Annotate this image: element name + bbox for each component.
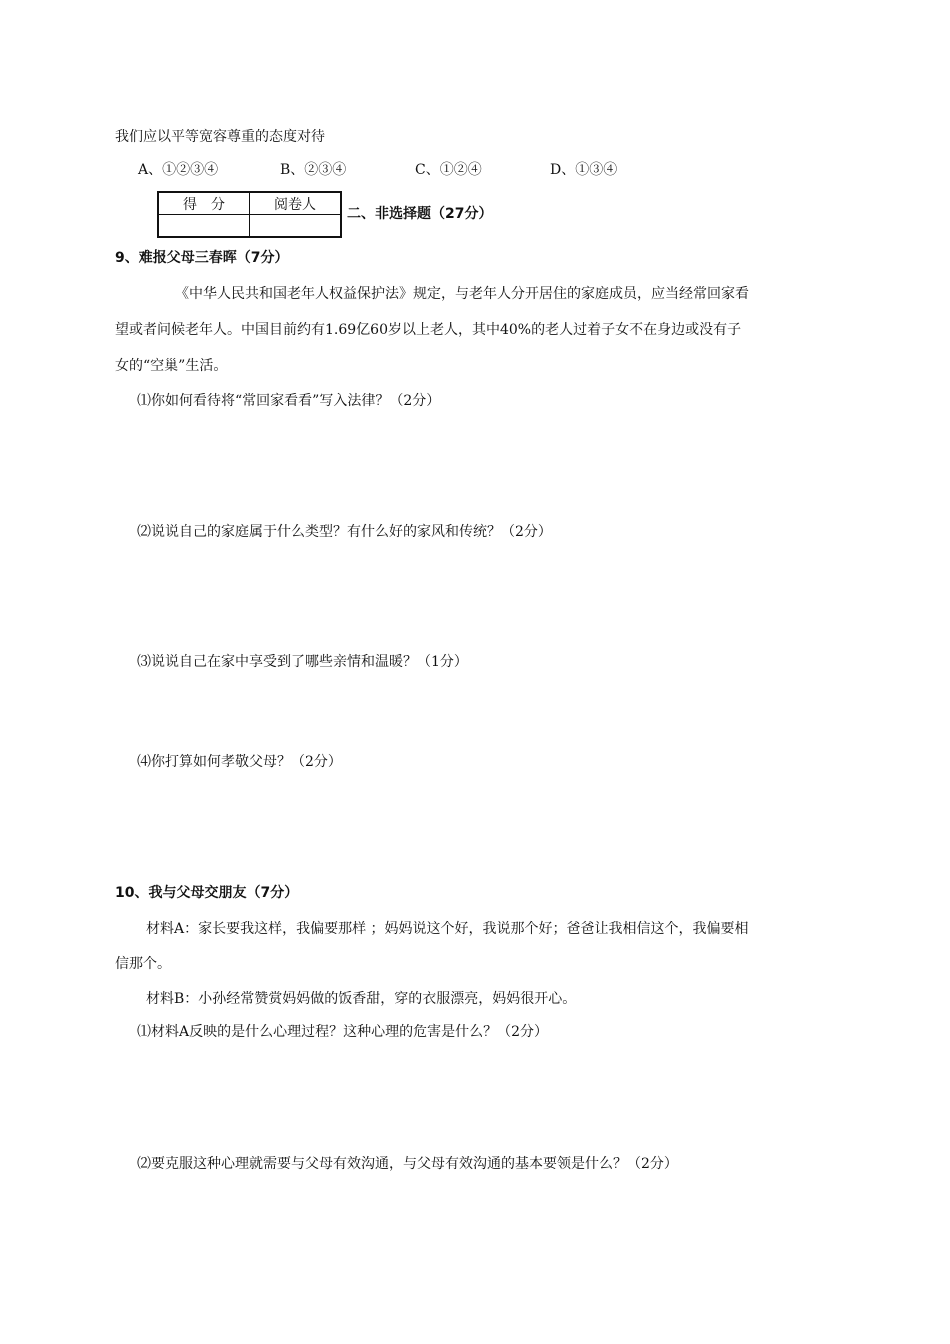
q9-title: 9、难报父母三春晖（7分） [115, 250, 289, 266]
q9-material-line-2: 望或者问候老年人。中国目前约有1.69亿60岁以上老人，其中40%的老人过着子女不在身边或没有子 [115, 322, 742, 338]
section-title: 二、非选择题（27分） [347, 206, 493, 222]
q9-question-4: ⑷你打算如何孝敬父母？（2分） [137, 754, 342, 770]
q10-question-2: ⑵要克服这种心理就需要与父母有效沟通，与父母有效沟通的基本要领是什么？（2分） [137, 1156, 678, 1172]
option-c: C、①②④ [415, 162, 482, 178]
option-d: D、①③④ [550, 162, 618, 178]
q10-material-b: 材料B：小孙经常赞赏妈妈做的饭香甜，穿的衣服漂亮，妈妈很开心。 [146, 991, 577, 1007]
score-header: 得 分 [158, 192, 250, 215]
score-cell[interactable] [158, 215, 250, 238]
q9-question-1: ⑴你如何看待将“常回家看看”写入法律？（2分） [137, 393, 441, 409]
q10-question-1: ⑴材料A反映的是什么心理过程？这种心理的危害是什么？（2分） [137, 1024, 549, 1040]
option-b: B、②③④ [280, 162, 347, 178]
intro-line: 我们应以平等宽容尊重的态度对待 [115, 129, 325, 145]
q10-material-a-line-1: 材料A：家长要我这样，我偏要那样 ；妈妈说这个好，我说那个好；爸爸让我相信这个，我偏要相 [146, 921, 749, 937]
grader-header: 阅卷人 [250, 192, 342, 215]
q10-material-a-line-2: 信那个。 [115, 956, 171, 972]
q9-question-3: ⑶说说自己在家中享受到了哪些亲情和温暖？（1分） [137, 654, 468, 670]
score-table [157, 191, 342, 238]
q9-question-2: ⑵说说自己的家庭属于什么类型？有什么好的家风和传统？（2分） [137, 524, 552, 540]
option-a: A、①②③④ [138, 162, 219, 178]
grader-cell[interactable] [250, 215, 342, 238]
q9-material-line-1: 《中华人民共和国老年人权益保护法》规定，与老年人分开居住的家庭成员，应当经常回家看 [175, 286, 749, 302]
q9-material-line-3: 女的“空巢”生活。 [115, 358, 228, 374]
q10-title: 10、我与父母交朋友（7分） [115, 885, 299, 901]
